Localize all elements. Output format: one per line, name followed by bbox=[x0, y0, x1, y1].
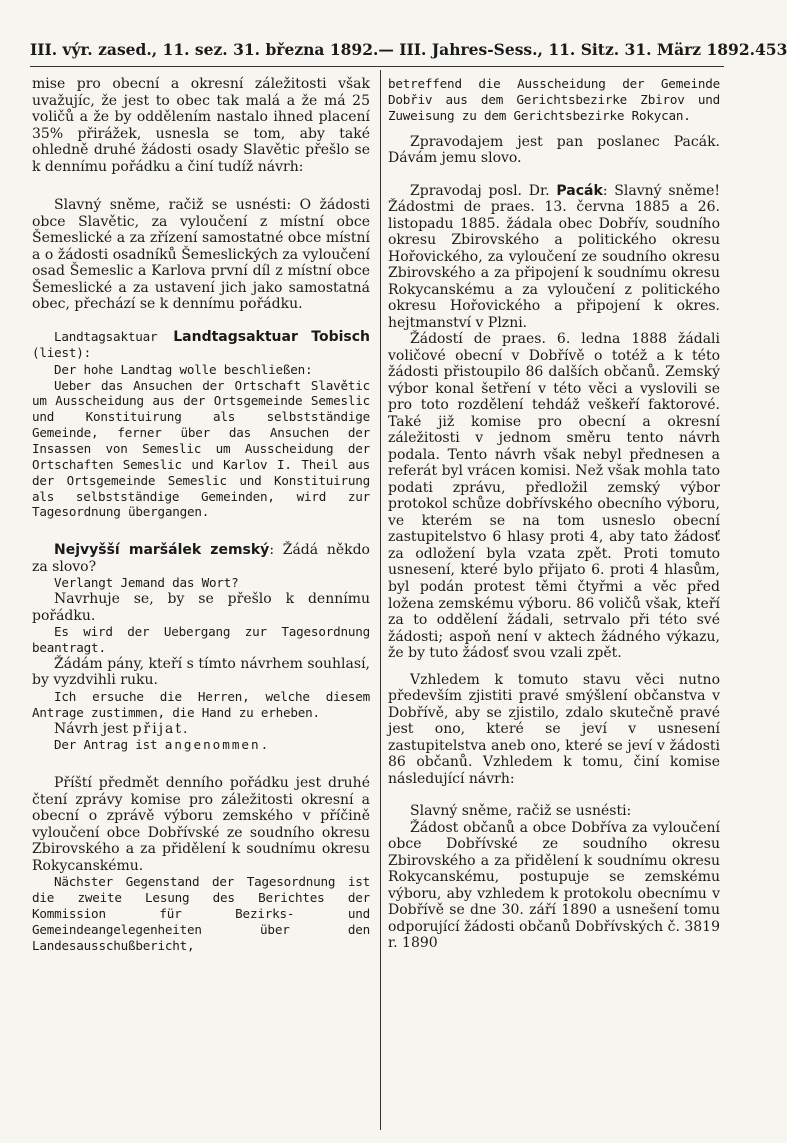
paragraph-german: Es wird der Uebergang zur Tagesordnung beantragt. bbox=[32, 624, 370, 656]
speaker-title-german: Landtagsaktuar bbox=[54, 328, 174, 344]
speaker-name: Pacák bbox=[556, 182, 603, 199]
speaker-lead: Zpravodaj posl. Dr. bbox=[410, 182, 550, 199]
speaker-name: Nejvyšší maršálek zemský bbox=[54, 542, 270, 559]
header-german: — III. Jahres-Sess., 11. Sitz. 31. März 1892. bbox=[378, 40, 756, 59]
paragraph: Příští předmět denního pořádku jest druhé čtení zprávy komise pro záležitosti okresní a obecní o zprávě výboru zemského v příčině vyloučení obce Dobřívské ze soudního okresu Zbirovského a za přidělení k soudnímu okresu Rokycanskému. bbox=[32, 775, 370, 874]
paragraph: Žádostí de praes. 6. ledna 1888 žádali voličové obecní v Dobřívě o totéž a k této žádosti přistoupilo 86 dalších občanů. Zemský výbor konal šetření v této věci a vyslovili se pro toto rozdělení tehdáž veškeří faktorové. Také již komise pro obecní a okresní záležitosti v jednom směru tento návrh podala. Tento návrh však nebyl přednesen a referát byl vrácen komisi. Než však mohla tato podati zprávu, předložil zemský výbor protokol schůze dobřívského obecního výboru, ve kterém se na tom usneslo obecní zastupitelstvo 6 hlasy proti 4, aby tato žádosť za odložení byla vzata zpět. Proti tomuto usnesení, které bylo přijato 6. proti 4 hlasům, byl podán protest těmi čtyřmi a věc před ložena zemskému výboru. 86 voličů však, kteří za to oddělení žádali, setrvalo při této své žádosti; aspoň není v aktech žádného výkazu, že by tuto žádosť svou vzali zpět. bbox=[388, 331, 720, 662]
result-word: přijat bbox=[132, 720, 184, 737]
right-column bbox=[388, 76, 720, 1136]
speaker-line bbox=[32, 542, 370, 575]
paragraph: mise pro obecní a okresní záležitosti však uvažujíc, že jest to obec tak malá a že má 25 voličů a že by oddělením nastalo ihned placení 35% přirážek, usnesla se tom, aby také ohledně druhé žádosti osady Slavětic přešlo se k dennímu pořádku a činí tudíž návrh: bbox=[32, 76, 370, 175]
speaker-paragraph bbox=[388, 183, 720, 332]
paragraph-german: Nächster Gegenstand der Tagesordnung ist die zweite Lesung des Berichtes der Kommission für Bezirks- und Gemeindeangelegenheiten über den Landesausschußbericht, bbox=[32, 874, 370, 953]
paragraph-german: Verlangt Jemand das Wort? bbox=[54, 575, 239, 591]
result-lead: Návrh jest bbox=[54, 720, 129, 737]
paragraph: Žádám pány, kteří s tímto návrhem souhlasí, by vyzdvihli ruku. bbox=[32, 655, 370, 689]
header-czech: III. výr. zased., 11. sez. 31. března 1892. bbox=[30, 40, 379, 59]
paragraph: Slavný sněme, račiž se usnésti: bbox=[410, 803, 632, 820]
speaker-line bbox=[32, 329, 370, 362]
result-lead-german: Der Antrag ist bbox=[54, 737, 158, 753]
speaker-text: : Slavný sněme! Žádostmi de praes. 13. června 1885 a 26. listopadu 1885. žádala obec Dobřív, soudního okresu Zbirovského a politického okresu Hořovického, za vyloučení ze soudního okresu Zbirovského a za připojení k soudnímu okresu Rokycanskému a za vyloučení z politického okresu Hořovického a připojení k okres. hejtmanství v Plzni. bbox=[388, 182, 721, 331]
paragraph: Zpravodajem jest pan poslanec Pacák. Dávám jemu slovo. bbox=[388, 133, 720, 167]
paragraph: Navrhuje se, by se přešlo k dennímu pořádku. bbox=[32, 591, 370, 624]
result-line: Návrh jest přijat. bbox=[54, 720, 188, 737]
running-header bbox=[30, 40, 787, 59]
paragraph: Slavný sněme, račiž se usnésti: O žádosti obce Slavětic, za vyloučení z místní obce Šemeslické a za zřízení samostatné obce místní a o žádosti osadníků Šemeslických za vyloučení osad Šemeslic a Karlova první díl z místní obce Šemeslické a za ustavení jich jako samostatná obec, přechází se k dennímu pořádku. bbox=[32, 197, 370, 313]
page-number: 453 bbox=[755, 40, 787, 59]
header-rule bbox=[30, 66, 724, 67]
column-divider bbox=[380, 70, 381, 1130]
speaker-text: : Žádá někdo za slovo? bbox=[32, 542, 370, 575]
paragraph-german: Ich ersuche die Herren, welche diesem Antrage zustimmen, die Hand zu erheben. bbox=[32, 689, 370, 720]
paragraph-german: Der hohe Landtag wolle beschließen: bbox=[54, 361, 313, 377]
result-word-german: angenommen bbox=[164, 737, 261, 753]
paragraph-german: Ueber das Ansuchen der Ortschaft Slavětic um Ausscheidung aus der Ortsgemeinde Semeslic und Konstituirung als selbstständige Gemeinde, ferner über das Ansuchen der Insassen von Semeslic um Ausscheidung der Ortschaften Semeslic und Karlov I. Theil aus der Ortsgemeinde Semeslic und Konstituirung als selbstständige Gemeinden, wird zur Tagesordnung übergangen. bbox=[32, 377, 370, 520]
paragraph: Vzhledem k tomuto stavu věci nutno především zjistiti pravé smýšlení občanstva v Dobřívě, aby se zjistilo, zdalo skutečně pravé jest ono, které se jeví v usnesení zastupitelstva aneb ono, které se jeví v žádosti 86 občanů. Vzhledem k tomu, činí komise následující návrh: bbox=[388, 671, 720, 787]
left-column bbox=[32, 76, 370, 1136]
speaker-name: Landtagsaktuar Tobisch bbox=[173, 328, 370, 345]
speaker-note: (liest): bbox=[32, 345, 92, 361]
paragraph: Žádost občanů a obce Dobříva za vyloučení obce Dobřívské ze soudního okresu Zbirovského a za přidělení k soudnímu okresu Rokycanskému, postupuje se zemskému výboru, aby vzhledem k protokolu obecnímu v Dobřívě se dne 30. září 1890 a usnešení tomu odporující žádosti občanů Dobřívských č. 3819 r. 1890 bbox=[388, 819, 720, 952]
result-line-german: Der Antrag ist angenommen. bbox=[54, 737, 268, 753]
paragraph-german: betreffend die Ausscheidung der Gemeinde Dobřiv aus dem Gerichtsbezirke Zbirov und Zuweisung zu dem Gerichtsbezirke Rokycan. bbox=[388, 76, 720, 123]
